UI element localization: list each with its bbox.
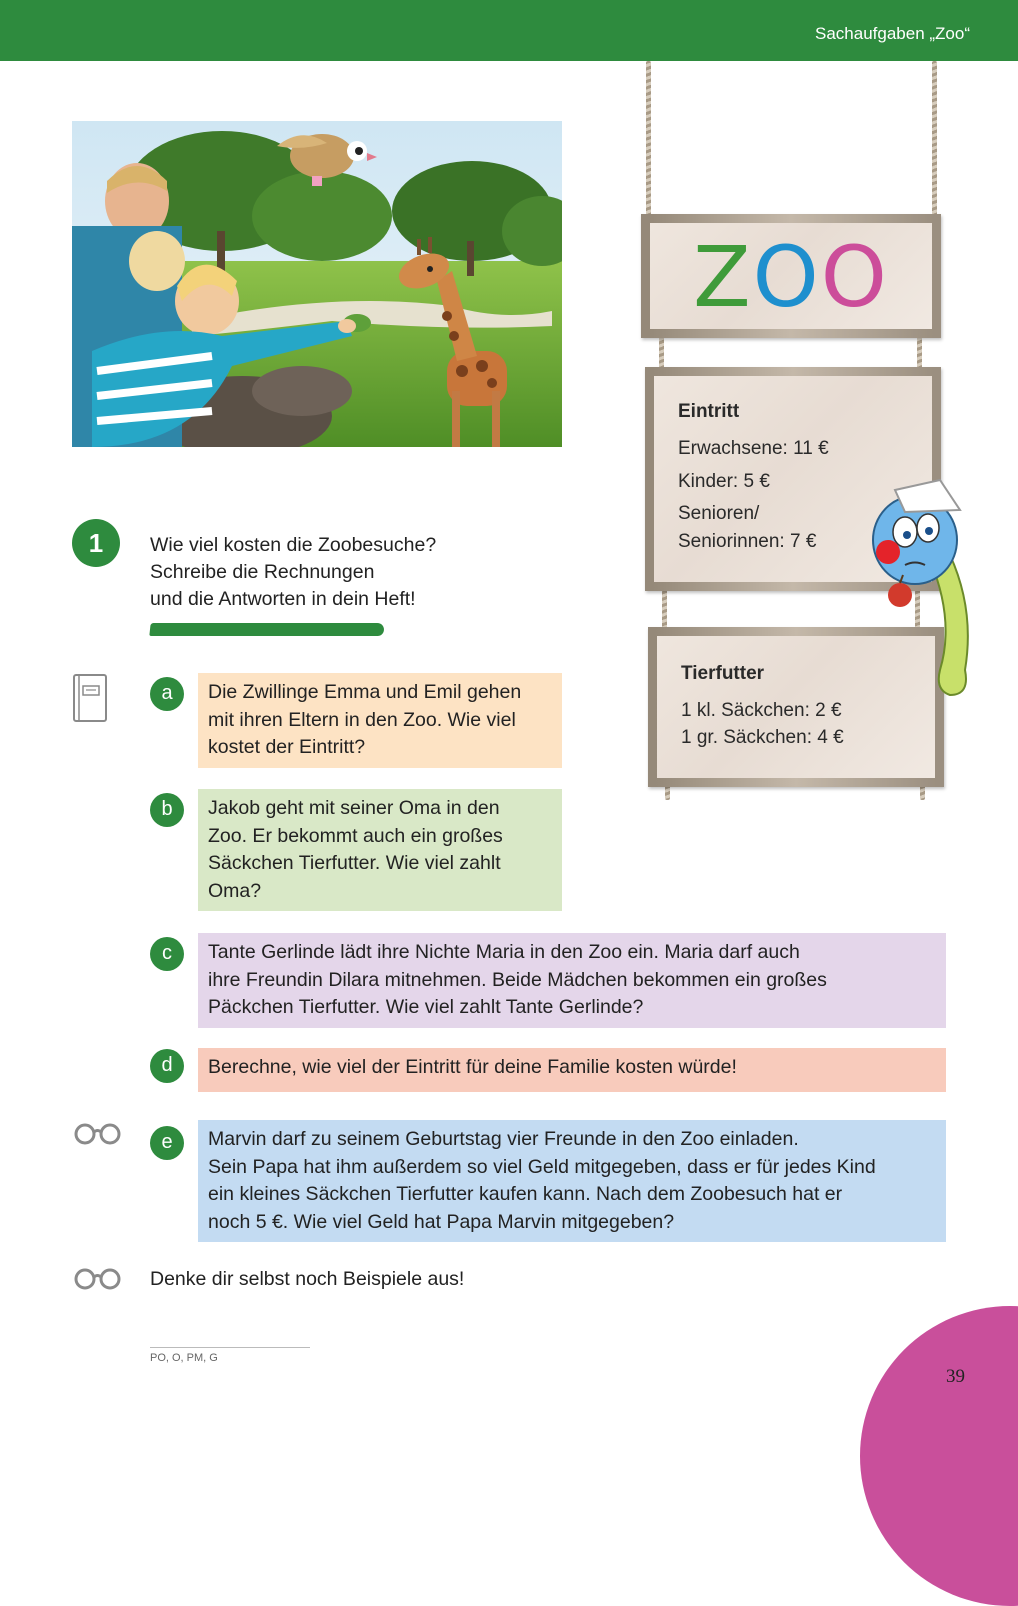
glasses-icon (73, 1122, 123, 1146)
price-children: Kinder: 5 € (678, 471, 770, 492)
price-seniors: Seniorinnen: 7 € (678, 531, 817, 552)
entry-heading: Eintritt (678, 401, 740, 422)
task-d-box (198, 1048, 946, 1092)
price-seniors-label: Senioren/ (678, 503, 760, 524)
task-line: Oma? (208, 879, 262, 902)
price-large-bag: 1 gr. Säckchen: 4 € (681, 727, 844, 748)
zoo-sign-title (650, 228, 932, 326)
food-heading: Tierfutter (681, 663, 765, 684)
rope (662, 585, 667, 630)
price-small-bag: 1 kl. Säckchen: 2 € (681, 700, 842, 721)
mascot-illustration (860, 470, 975, 705)
task-line: Marvin darf zu seinem Geburtstag vier Freunde in den Zoo einladen. (208, 1128, 799, 1150)
task-letter-b: b (150, 793, 184, 827)
exercise-intro (150, 532, 436, 613)
extra-task: Denke dir selbst noch Beispiele aus! (150, 1268, 465, 1290)
zoo-sign (641, 214, 941, 338)
task-line: kostet der Eintritt? (208, 736, 366, 758)
task-line: noch 5 €. Wie viel Geld hat Papa Marvin mitgegeben? (208, 1210, 675, 1233)
notebook-icon (72, 673, 108, 723)
glasses-icon (73, 1267, 123, 1291)
task-a-box (198, 673, 562, 768)
task-line: Jakob geht mit seiner Oma in den (208, 797, 500, 819)
header-title: Sachaufgaben „Zoo“ (815, 24, 970, 43)
price-adults: Erwachsene: 11 € (678, 438, 829, 459)
task-line: ihre Freundin Dilara mitnehmen. Beide Mädchen bekommen ein großes (208, 968, 827, 991)
rope (932, 61, 937, 221)
task-e-box (198, 1120, 946, 1242)
competency-code: PO, O, PM, G (150, 1352, 218, 1364)
intro-line: Wie viel kosten die Zoobesuche? (150, 534, 437, 556)
header-bar (0, 0, 1018, 61)
task-line: Päckchen Tierfutter. Wie viel zahlt Tante Gerlinde? (208, 996, 644, 1018)
task-line: Berechne, wie viel der Eintritt für deine Familie kosten würde! (208, 1056, 737, 1078)
task-letter-e: e (150, 1126, 184, 1160)
zoo-letter-o: O (820, 228, 889, 326)
intro-line: Schreibe die Rechnungen (150, 561, 375, 583)
task-line: Die Zwillinge Emma und Emil gehen (208, 681, 522, 703)
task-line: Sein Papa hat ihm außerdem so viel Geld mitgegeben, dass er für jedes Kind (208, 1155, 876, 1178)
task-line: mit ihren Eltern in den Zoo. Wie viel (208, 708, 516, 731)
giraffe-scene-illustration (72, 121, 562, 447)
rope (646, 61, 651, 221)
footer-divider (150, 1347, 310, 1348)
task-b-box (198, 789, 562, 911)
task-line: ein kleines Säckchen Tierfutter kaufen kann. Nach dem Zoobesuch hat er (208, 1183, 843, 1205)
brush-underline (149, 623, 384, 636)
task-c-box (198, 933, 946, 1028)
exercise-number: 1 (72, 519, 120, 567)
zoo-letter-o: O (752, 228, 821, 326)
task-letter-a: a (150, 677, 184, 711)
task-line: Säckchen Tierfutter. Wie viel zahlt (208, 852, 501, 874)
task-letter-c: c (150, 937, 184, 971)
task-line: Tante Gerlinde lädt ihre Nichte Maria in den Zoo ein. Maria darf auch (208, 941, 800, 963)
task-line: Zoo. Er bekommt auch ein großes (208, 824, 503, 847)
page-number: 39 (946, 1366, 965, 1387)
intro-line: und die Antworten in dein Heft! (150, 588, 416, 610)
zoo-photo (72, 121, 562, 447)
page-corner-decoration (860, 1306, 1018, 1606)
zoo-letter-z: Z (693, 228, 753, 326)
task-letter-d: d (150, 1049, 184, 1083)
